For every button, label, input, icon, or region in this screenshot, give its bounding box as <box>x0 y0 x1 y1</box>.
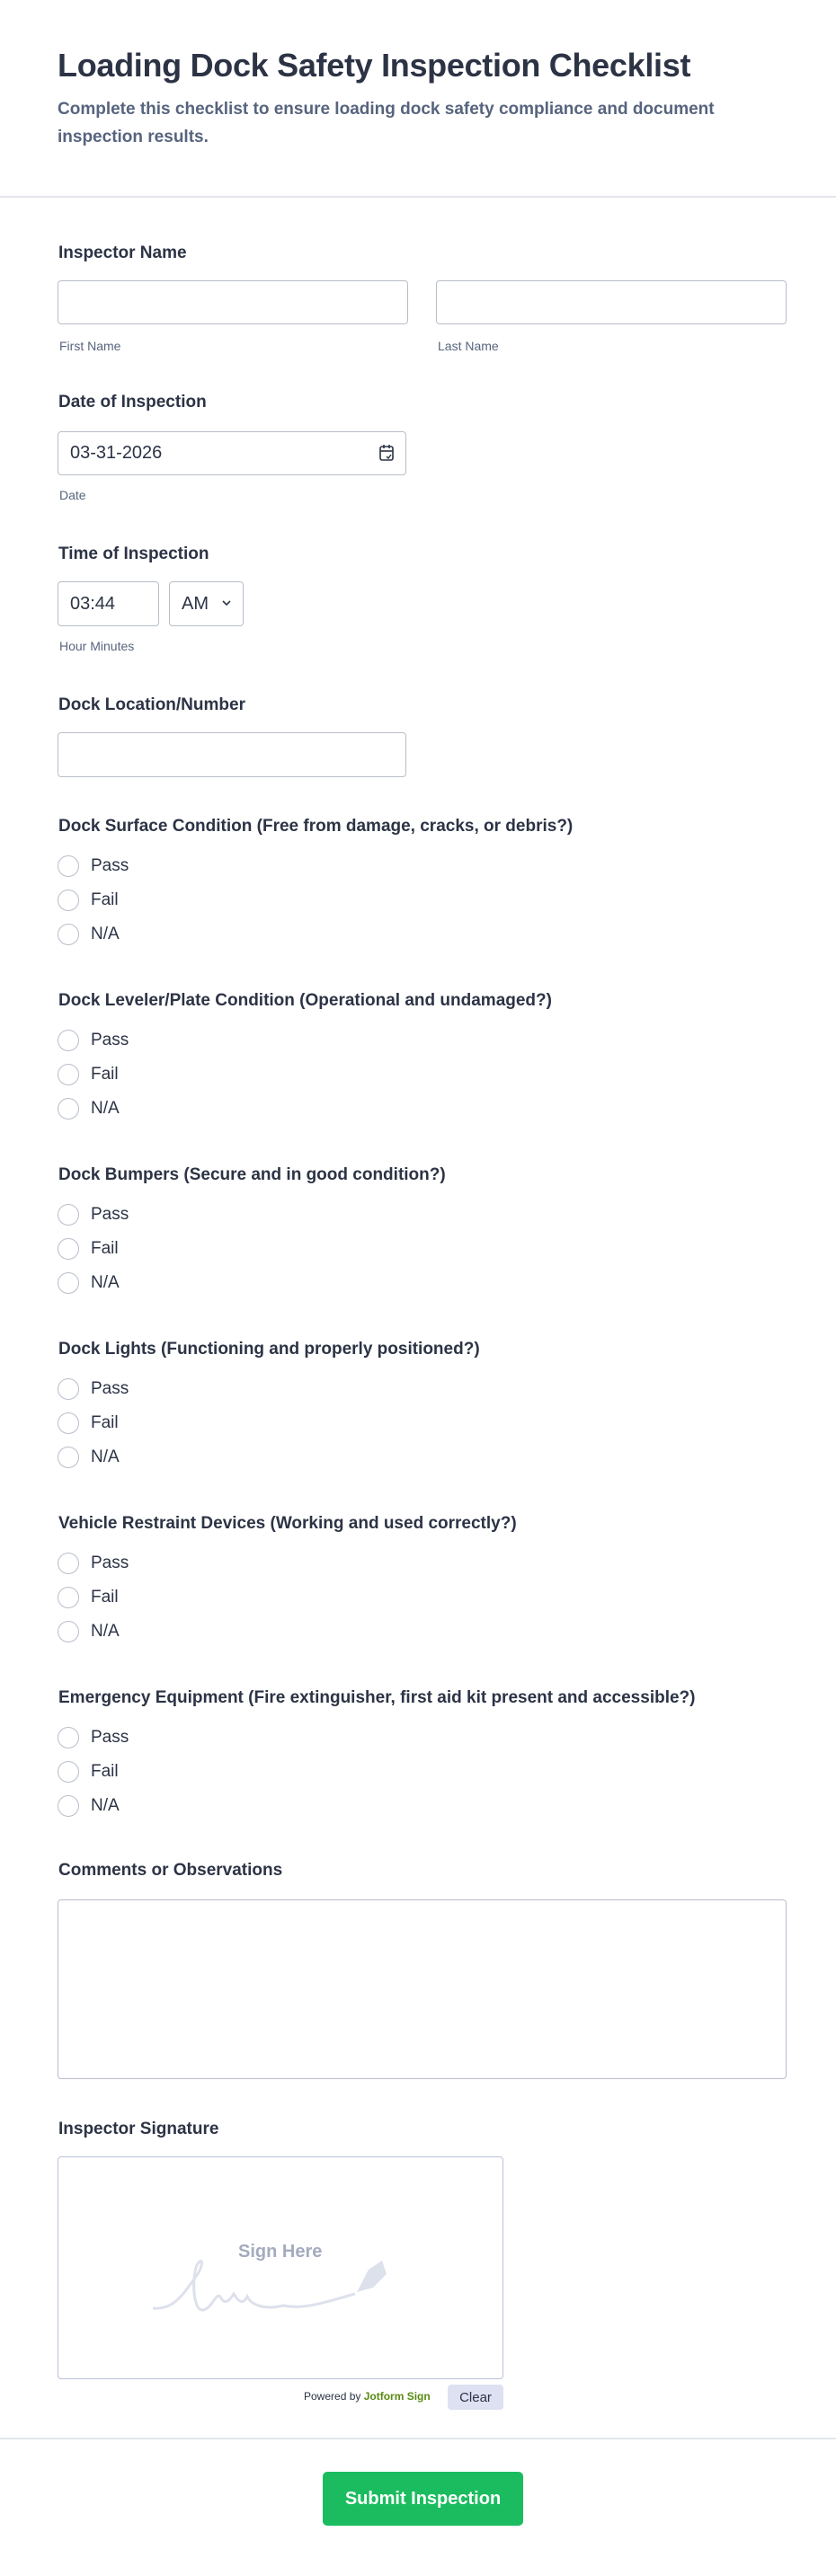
inspector-name-label: Inspector Name <box>58 243 187 262</box>
radio-label: Fail <box>91 890 119 909</box>
radio-circle[interactable] <box>58 1795 79 1817</box>
radio-circle[interactable] <box>58 1587 79 1608</box>
date-value: 03-31-2026 <box>70 443 163 463</box>
radio-label: Pass <box>91 1379 129 1398</box>
radio-option-fail[interactable] <box>58 1587 119 1608</box>
radio-circle[interactable] <box>58 1204 79 1226</box>
radio-label: Pass <box>91 856 129 875</box>
radio-label: N/A <box>91 1099 120 1118</box>
radio-option-fail[interactable] <box>58 1761 119 1783</box>
radio-option-na[interactable] <box>58 1795 120 1817</box>
radio-circle[interactable] <box>58 890 79 911</box>
radio-circle[interactable] <box>58 1098 79 1120</box>
last-name-sublabel: Last Name <box>438 339 499 353</box>
radio-option-pass[interactable] <box>58 855 129 877</box>
jotform-sign-brand: Jotform Sign <box>363 2390 431 2403</box>
first-name-input[interactable] <box>58 280 408 324</box>
radio-circle[interactable] <box>58 1272 79 1294</box>
radio-label: Pass <box>91 1728 129 1747</box>
radio-label: Pass <box>91 1554 129 1572</box>
footer-divider <box>0 2438 836 2439</box>
signature-label: Inspector Signature <box>58 2120 219 2138</box>
time-input[interactable]: 03:44 <box>58 581 159 626</box>
comments-textarea[interactable] <box>58 1899 787 2079</box>
last-name-input[interactable] <box>436 280 787 324</box>
radio-circle[interactable] <box>58 1553 79 1574</box>
radio-option-na[interactable] <box>58 1621 120 1642</box>
radio-circle[interactable] <box>58 1447 79 1468</box>
radio-label: Fail <box>91 1762 119 1781</box>
time-sublabel: Hour Minutes <box>59 639 135 653</box>
question-label: Dock Lights (Functioning and properly positioned?) <box>58 1340 480 1359</box>
radio-option-fail[interactable] <box>58 890 119 911</box>
radio-option-na[interactable] <box>58 1447 120 1468</box>
radio-option-pass[interactable] <box>58 1030 129 1051</box>
ampm-select[interactable] <box>169 581 244 626</box>
radio-label: N/A <box>91 1447 120 1466</box>
page-subtitle: Complete this checklist to ensure loading dock safety compliance and document inspection results. <box>58 100 715 146</box>
radio-option-fail[interactable] <box>58 1412 119 1434</box>
powered-by-label: Powered by <box>304 2390 361 2403</box>
submit-inspection-button[interactable]: Submit Inspection <box>323 2472 523 2526</box>
date-input[interactable] <box>58 431 406 475</box>
radio-label: N/A <box>91 1273 120 1292</box>
radio-label: Fail <box>91 1588 119 1607</box>
question-label: Emergency Equipment (Fire extinguisher, first aid kit present and accessible?) <box>58 1688 696 1707</box>
radio-circle[interactable] <box>58 1621 79 1642</box>
chevron-down-icon <box>221 594 232 615</box>
radio-option-pass[interactable] <box>58 1727 129 1748</box>
dock-location-input[interactable] <box>58 732 406 777</box>
radio-circle[interactable] <box>58 855 79 877</box>
clear-signature-button[interactable]: Clear <box>448 2385 503 2410</box>
radio-circle[interactable] <box>58 1030 79 1051</box>
radio-circle[interactable] <box>58 1378 79 1400</box>
radio-circle[interactable] <box>58 1064 79 1085</box>
radio-circle[interactable] <box>58 1238 79 1260</box>
radio-circle[interactable] <box>58 1412 79 1434</box>
dock-location-label: Dock Location/Number <box>58 695 245 714</box>
calendar-icon[interactable] <box>378 444 395 467</box>
radio-option-na[interactable] <box>58 1098 120 1120</box>
radio-label: Pass <box>91 1205 129 1224</box>
time-label: Time of Inspection <box>58 544 209 563</box>
radio-label: Fail <box>91 1065 119 1084</box>
question-label: Vehicle Restraint Devices (Working and used correctly?) <box>58 1514 517 1533</box>
radio-option-fail[interactable] <box>58 1064 119 1085</box>
radio-label: Pass <box>91 1031 129 1049</box>
page-title: Loading Dock Safety Inspection Checklist <box>58 47 691 84</box>
radio-option-na[interactable] <box>58 1272 120 1294</box>
sign-here-placeholder: Sign Here <box>238 2242 323 2262</box>
ampm-value: AM <box>182 593 209 614</box>
radio-label: Fail <box>91 1413 119 1432</box>
signature-pad[interactable] <box>58 2156 503 2379</box>
radio-label: N/A <box>91 1622 120 1641</box>
radio-circle[interactable] <box>58 924 79 945</box>
date-sublabel: Date <box>59 488 86 502</box>
question-label: Dock Leveler/Plate Condition (Operational and undamaged?) <box>58 991 552 1010</box>
radio-option-na[interactable] <box>58 924 120 945</box>
comments-label: Comments or Observations <box>58 1861 283 1880</box>
radio-circle[interactable] <box>58 1761 79 1783</box>
question-label: Dock Surface Condition (Free from damage, cracks, or debris?) <box>58 817 574 836</box>
radio-label: Fail <box>91 1239 119 1258</box>
header-divider <box>0 196 836 198</box>
radio-circle[interactable] <box>58 1727 79 1748</box>
radio-label: N/A <box>91 925 120 943</box>
powered-by-text <box>304 2390 431 2403</box>
date-label: Date of Inspection <box>58 393 207 412</box>
question-label: Dock Bumpers (Secure and in good condition?) <box>58 1165 446 1184</box>
radio-label: N/A <box>91 1796 120 1815</box>
radio-option-pass[interactable] <box>58 1204 129 1226</box>
radio-option-fail[interactable] <box>58 1238 119 1260</box>
radio-option-pass[interactable] <box>58 1378 129 1400</box>
radio-option-pass[interactable] <box>58 1553 129 1574</box>
first-name-sublabel: First Name <box>59 339 121 353</box>
